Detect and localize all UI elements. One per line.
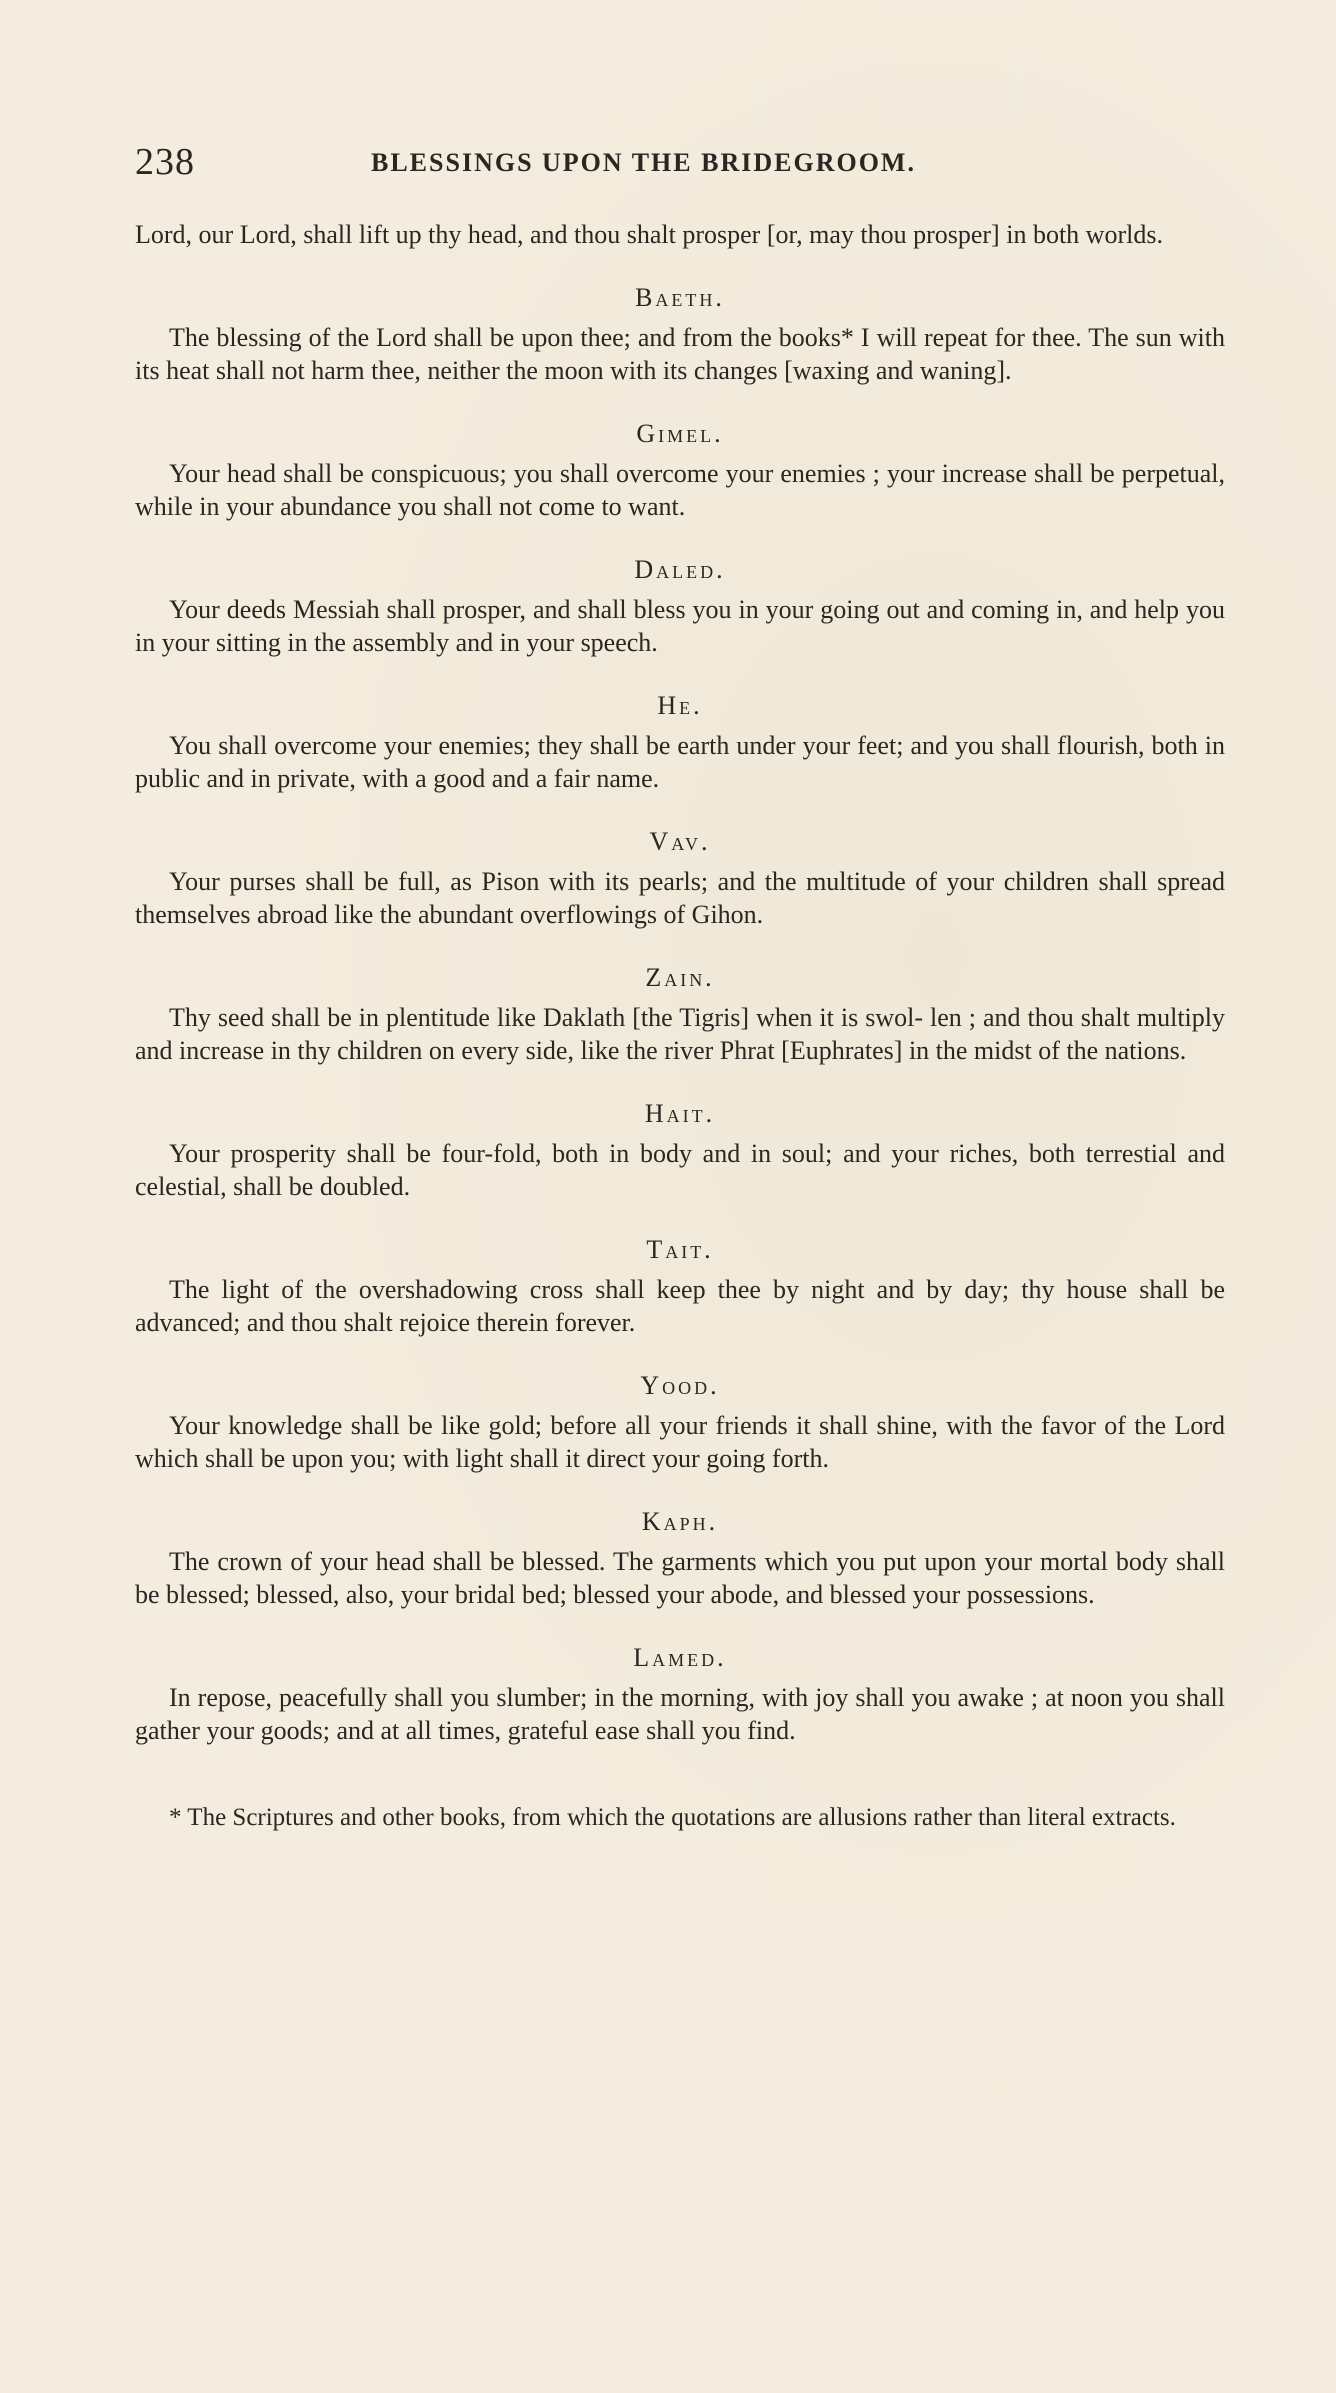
section-text-gimel: Your head shall be conspicuous; you shall overcome your enemies ; your increase shall be perpetual, while in your abundance you shall not come to want. xyxy=(135,459,1225,521)
section-text-vav: Your purses shall be full, as Pison with its pearls; and the multitude of your children shall spread themselves abroad like the abundant overflowings of Gihon. xyxy=(135,867,1225,929)
section-text-baeth: The blessing of the Lord shall be upon thee; and from the books* I will repeat for thee. The sun with its heat shall not harm thee, neither the moon with its changes [waxing and waning]. xyxy=(135,323,1225,385)
section-text-tait: The light of the overshadowing cross shall keep thee by night and by day; thy house shall be advanced; and thou shalt rejoice therein forever. xyxy=(135,1275,1225,1337)
section-text-lamed: In repose, peacefully shall you slumber; in the morning, with joy shall you awake ; at noon you shall gather your goods; and at all times, grateful ease shall you find. xyxy=(135,1683,1225,1745)
section-text-zain: Thy seed shall be in plentitude like Daklath [the Tigris] when it is swol- len ; and thou shalt multiply and increase in thy children on every side, like the river Phrat [Euphrates] in the midst of the nations. xyxy=(135,1003,1225,1065)
section-title-zain: Zain. xyxy=(645,963,715,992)
section-text-kaph: The crown of your head shall be blessed. The garments which you put upon your mortal body shall be blessed; blessed, also, your bridal bed; blessed your abode, and blessed your possessions. xyxy=(135,1547,1225,1609)
section-title-hait: Hait. xyxy=(644,1099,716,1128)
section-title-lamed: Lamed. xyxy=(633,1643,727,1672)
footnote-spacer xyxy=(135,1747,1225,1802)
page-header xyxy=(135,140,1225,188)
section-title-baeth: Baeth. xyxy=(635,283,725,312)
section-title-yood: Yood. xyxy=(640,1371,720,1400)
section-title-kaph: Kaph. xyxy=(641,1507,719,1536)
section-text-hait: Your prosperity shall be four-fold, both in body and in soul; and your riches, both terrestial and celestial, shall be doubled. xyxy=(135,1139,1225,1201)
section-text-he: You shall overcome your enemies; they shall be earth under your feet; and you shall flourish, both in public and in private, with a good and a fair name. xyxy=(135,731,1225,793)
section-text-daled: Your deeds Messiah shall prosper, and shall bless you in your going out and coming in, and help you in your sitting in the assembly and in your speech. xyxy=(135,595,1225,657)
footnote: * The Scriptures and other books, from which the quotations are allusions rather than literal extracts. xyxy=(169,1804,1176,1831)
section-title-daled: Daled. xyxy=(634,555,726,584)
section-title-he: He. xyxy=(657,691,703,720)
section-text-yood: Your knowledge shall be like gold; before all your friends it shall shine, with the favor of the Lord which shall be upon you; with light shall it direct your going forth. xyxy=(135,1411,1225,1473)
running-head: BLESSINGS UPON THE BRIDEGROOM. xyxy=(371,148,916,177)
section-title-gimel: Gimel. xyxy=(636,419,724,448)
intro-paragraph: Lord, our Lord, shall lift up thy head, and thou shalt prosper [or, may thou prosper] in both worlds. xyxy=(135,220,1163,249)
section-title-tait: Tait. xyxy=(646,1235,714,1264)
page-number: 238 xyxy=(135,141,195,183)
page-body xyxy=(135,218,1225,1834)
section-title-vav: Vav. xyxy=(649,827,711,856)
